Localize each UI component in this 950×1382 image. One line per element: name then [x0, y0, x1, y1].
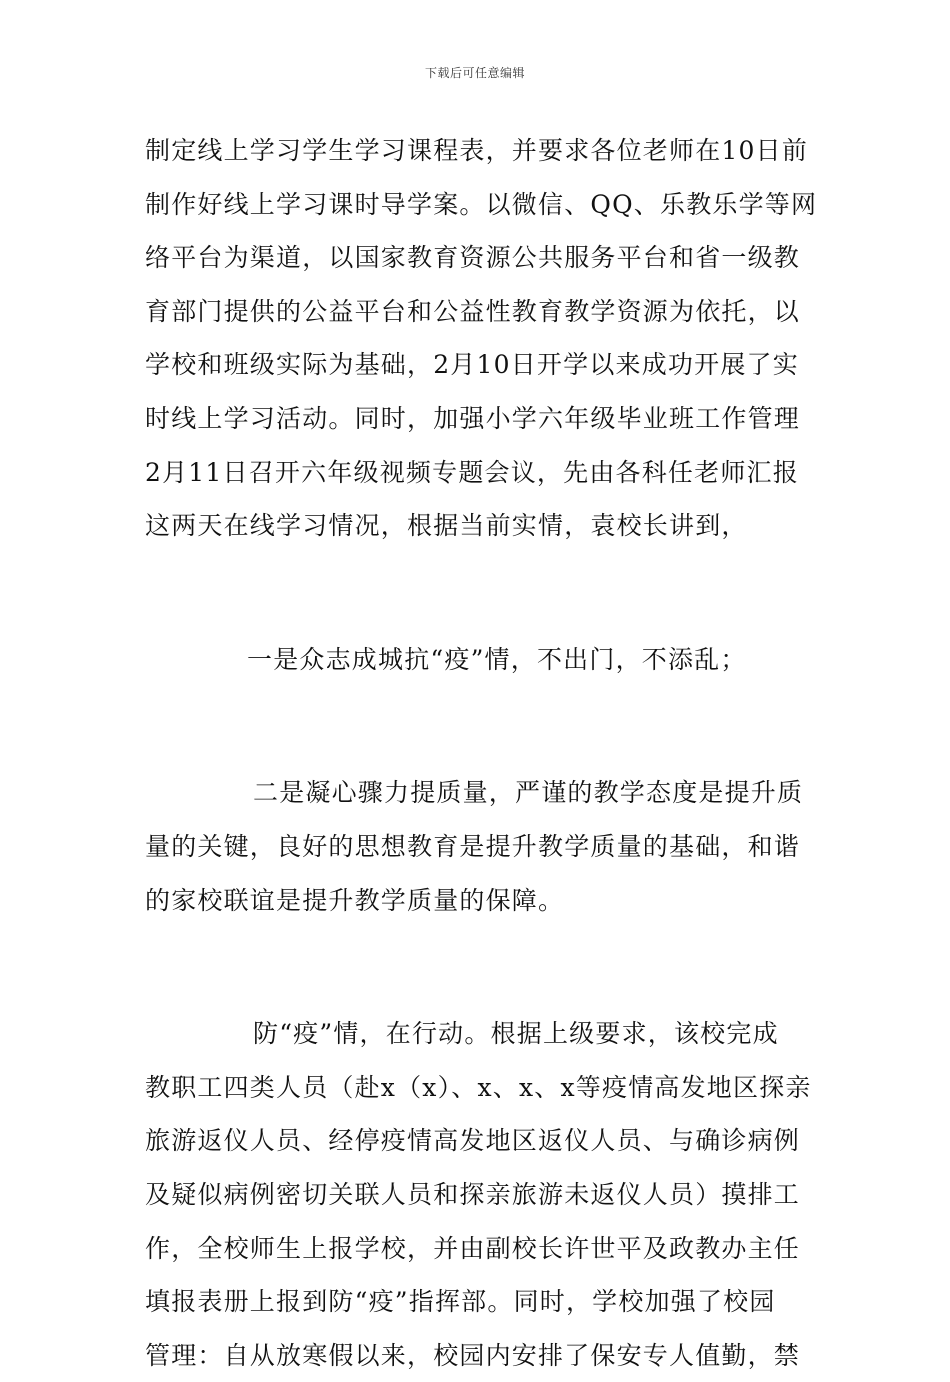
text-line: 防“疫”情，在行动。根据上级要求，该校完成 [253, 1019, 779, 1049]
text-line: 制定线上学习学生学习课程表，并要求各位老师在10日前 [145, 136, 809, 165]
text-line: 作，全校师生上报学校，并由副校长许世平及政教办主任 [145, 1233, 801, 1263]
document-body [145, 124, 818, 1382]
paragraph-2 [145, 633, 810, 687]
text-line: 管理：自从放寒假以来，校园内安排了保安专人值勤，禁 [145, 1340, 801, 1370]
paragraph-spacer [145, 927, 810, 1007]
paragraph-1 [145, 124, 818, 553]
text-line: 填报表册上报到防“疫”指挥部。同时，学校加强了校园 [145, 1287, 776, 1317]
text-line: 2月11日召开六年级视频专题会议，先由各科任老师汇报 [145, 457, 799, 487]
text-line: 育部门提供的公益平台和公益性教育教学资源为依托，以 [145, 296, 801, 326]
page-header: 下载后可任意编辑 [424, 66, 525, 80]
paragraph-spacer [145, 553, 810, 633]
paragraph-spacer [145, 686, 810, 766]
text-line: 学校和班级实际为基础，2月10日开学以来成功开展了实 [145, 350, 799, 380]
text-line: 量的关键，良好的思想教育是提升教学质量的基础，和谐 [145, 831, 801, 861]
text-line: 及疑似病例密切关联人员和探亲旅游未返仪人员）摸排工 [145, 1179, 801, 1209]
paragraph-4 [145, 1007, 810, 1382]
text-line: 络平台为渠道，以国家教育资源公共服务平台和省一级教 [145, 243, 801, 273]
text-line: 的家校联谊是提升教学质量的保障。 [145, 885, 565, 915]
text-line: 这两天在线学习情况，根据当前实情，袁校长讲到， [145, 511, 748, 541]
text-line: 教职工四类人员（赴x（x）、x、x、x等疫情高发地区探亲 [145, 1072, 812, 1102]
text-line: 一是众志成城抗“疫”情，不出门，不添乱； [247, 644, 747, 674]
text-line: 时线上学习活动。同时，加强小学六年级毕业班工作管理 [145, 403, 801, 433]
text-line: 二是凝心骤力提质量，严谨的教学态度是提升质 [253, 778, 804, 808]
text-line: 制作好线上学习课时导学案。以微信、QQ、乐教乐学等网 [145, 189, 818, 219]
paragraph-3 [145, 766, 810, 927]
text-line: 旅游返仪人员、经停疫情高发地区返仪人员、与确诊病例 [145, 1126, 801, 1156]
